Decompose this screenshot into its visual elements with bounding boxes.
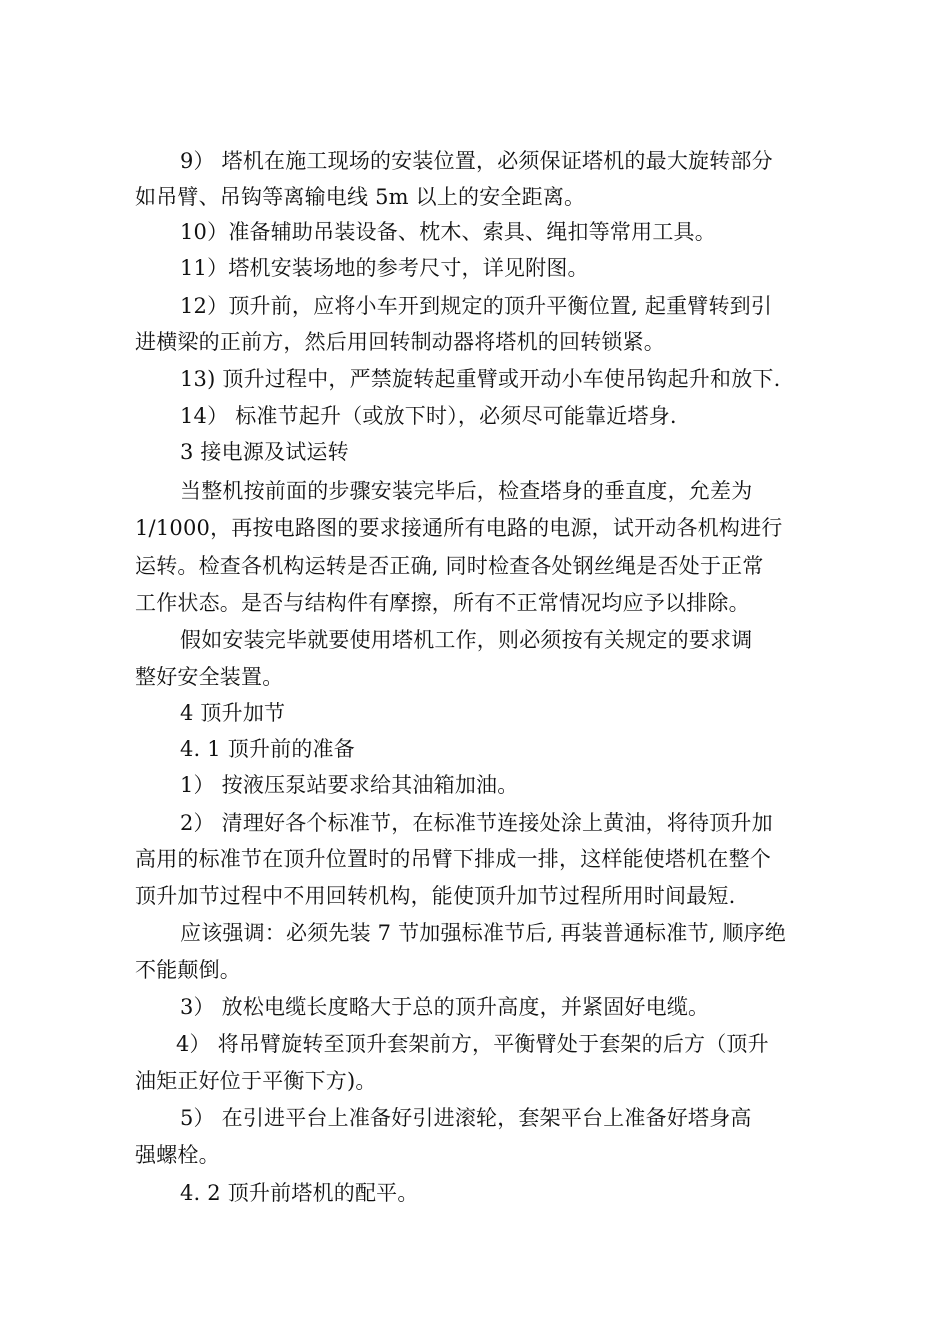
text-line: 10）准备辅助吊装设备、枕木、索具、绳扣等常用工具。 [180, 220, 716, 244]
section-heading: 4 顶升加节 [180, 701, 286, 725]
text-line: 不能颠倒。 [135, 958, 241, 982]
text-line: 油矩正好位于平衡下方)。 [135, 1069, 377, 1093]
text-line: 1） 按液压泵站要求给其油箱加油。 [180, 773, 519, 797]
text-line: 进横梁的正前方，然后用回转制动器将塔机的回转锁紧。 [135, 330, 665, 354]
text-line: 运转。检查各机构运转是否正确, 同时检查各处钢丝绳是否处于正常 [135, 554, 764, 578]
subsection-heading: 4. 1 顶升前的准备 [180, 737, 355, 761]
text-line: 11）塔机安装场地的参考尺寸，详见附图。 [180, 256, 589, 280]
text-line: 14） 标准节起升（或放下时），必须尽可能靠近塔身. [180, 404, 677, 428]
text-line: 13) 顶升过程中，严禁旋转起重臂或开动小车使吊钩起升和放下. [180, 367, 781, 391]
text-line: 2） 清理好各个标准节，在标准节连接处涂上黄油，将待顶升加 [180, 811, 773, 835]
text-line: 假如安装完毕就要使用塔机工作，则必须按有关规定的要求调 [180, 628, 753, 652]
text-line: 5） 在引进平台上准备好引进滚轮，套架平台上准备好塔身高 [180, 1106, 752, 1130]
text-line: 高用的标准节在顶升位置时的吊臂下排成一排，这样能使塔机在整个 [135, 847, 771, 871]
text-line: 9） 塔机在施工现场的安装位置，必须保证塔机的最大旋转部分 [180, 149, 773, 173]
text-line: 强螺栓。 [135, 1143, 220, 1167]
text-line: 如吊臂、吊钩等离输电线 5m 以上的安全距离。 [135, 185, 586, 209]
section-heading: 3 接电源及试运转 [180, 440, 349, 464]
subsection-heading: 4. 2 顶升前塔机的配平。 [180, 1181, 419, 1205]
text-line: 工作状态。是否与结构件有摩擦，所有不正常情况均应予以排除。 [135, 591, 750, 615]
text-line: 当整机按前面的步骤安装完毕后，检查塔身的垂直度，允差为 [180, 479, 753, 503]
text-line: 12）顶升前，应将小车开到规定的顶升平衡位置, 起重臂转到引 [180, 294, 773, 318]
text-line: 3） 放松电缆长度略大于总的顶升高度，并紧固好电缆。 [180, 995, 710, 1019]
text-line: 整好安全装置。 [135, 665, 284, 689]
text-line: 1/1000，再按电路图的要求接通所有电路的电源，试开动各机构进行 [135, 516, 783, 540]
text-line: 应该强调：必须先装 7 节加强标准节后, 再装普通标准节, 顺序绝 [180, 921, 787, 945]
text-line: 4） 将吊臂旋转至顶升套架前方，平衡臂处于套架的后方（顶升 [176, 1032, 769, 1056]
text-line: 顶升加节过程中不用回转机构，能使顶升加节过程所用时间最短. [135, 884, 736, 908]
